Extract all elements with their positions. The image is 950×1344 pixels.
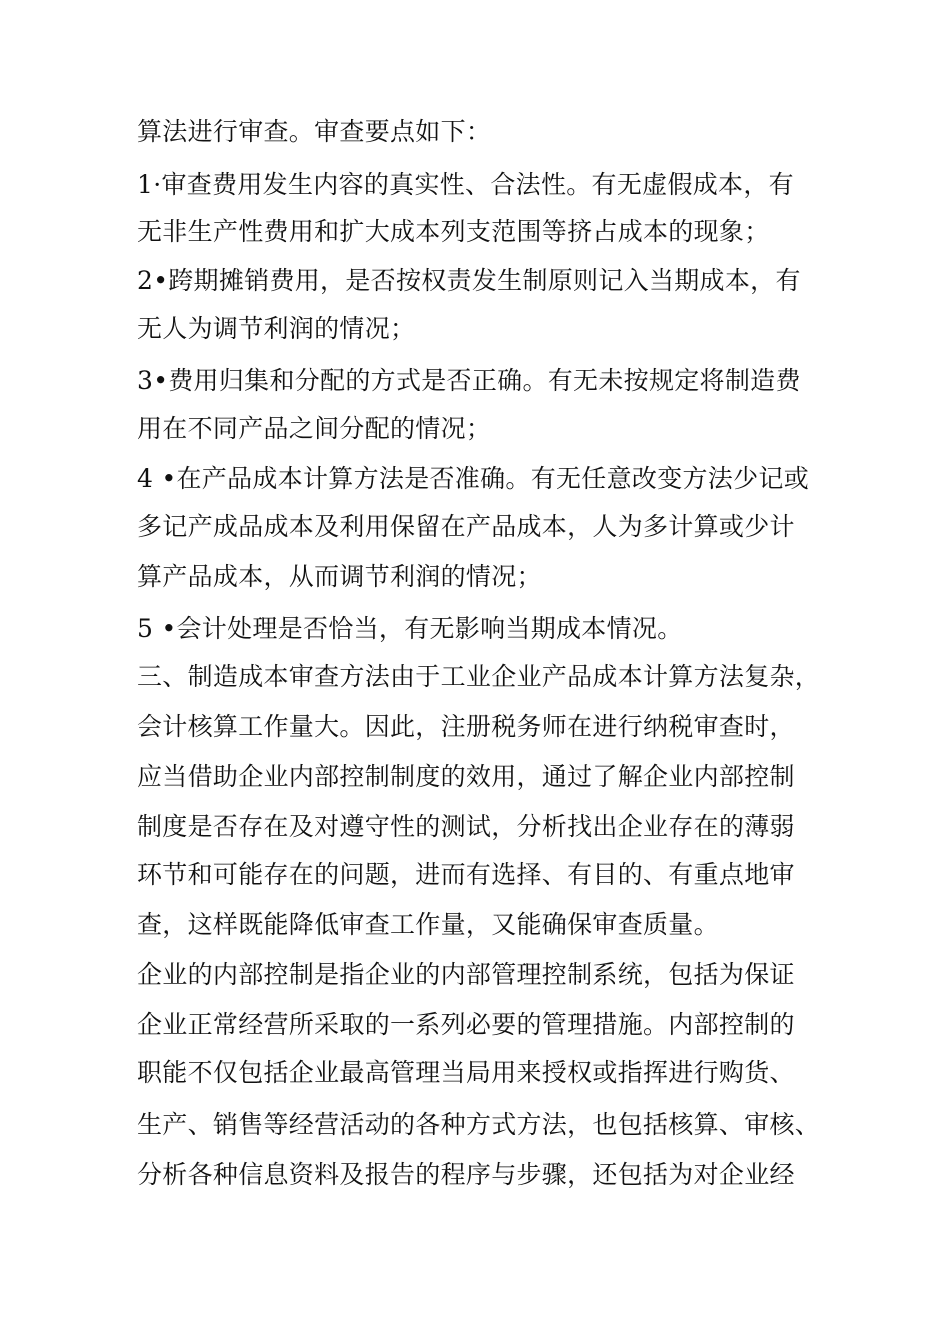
text-line: 制度是否存在及对遵守性的测试，分析找出企业存在的薄弱 — [137, 812, 795, 841]
text-line: 企业的内部控制是指企业的内部管理控制系统，包括为保证 — [137, 960, 795, 989]
text-line: 5 •会计处理是否恰当，有无影响当期成本情况。 — [137, 614, 683, 643]
text-line: 分析各种信息资料及报告的程序与步骤，还包括为对企业经 — [137, 1160, 795, 1189]
text-line: 环节和可能存在的问题，进而有选择、有目的、有重点地审 — [137, 860, 795, 889]
text-line: 4 •在产品成本计算方法是否准确。有无任意改变方法少记或 — [137, 464, 810, 493]
text-line: 算法进行审查。审查要点如下： — [137, 117, 492, 146]
text-line: 职能不仅包括企业最高管理当局用来授权或指挥进行购货、 — [137, 1058, 795, 1087]
text-line: 三、制造成本审查方法由于工业企业产品成本计算方法复杂， — [137, 662, 821, 691]
text-line: 无非生产性费用和扩大成本列支范围等挤占成本的现象； — [137, 217, 770, 246]
text-line: 会计核算工作量大。因此，注册税务师在进行纳税审查时， — [137, 712, 795, 741]
text-line: 应当借助企业内部控制制度的效用，通过了解企业内部控制 — [137, 762, 795, 791]
text-line: 1·审查费用发生内容的真实性、合法性。有无虚假成本，有 — [137, 170, 794, 199]
text-line: 生产、销售等经营活动的各种方式方法，也包括核算、审核、 — [137, 1110, 821, 1139]
text-line: 无人为调节利润的情况； — [137, 314, 416, 343]
text-line: 用在不同产品之间分配的情况； — [137, 414, 492, 443]
text-line: 2•跨期摊销费用，是否按权责发生制原则记入当期成本，有 — [137, 266, 801, 295]
text-line: 3•费用归集和分配的方式是否正确。有无未按规定将制造费 — [137, 366, 801, 395]
text-line: 企业正常经营所采取的一系列必要的管理措施。内部控制的 — [137, 1010, 795, 1039]
text-line: 查，这样既能降低审查工作量，又能确保审查质量。 — [137, 910, 719, 939]
text-line: 算产品成本，从而调节利润的情况； — [137, 562, 542, 591]
text-line: 多记产成品成本及利用保留在产品成本，人为多计算或少计 — [137, 512, 795, 541]
